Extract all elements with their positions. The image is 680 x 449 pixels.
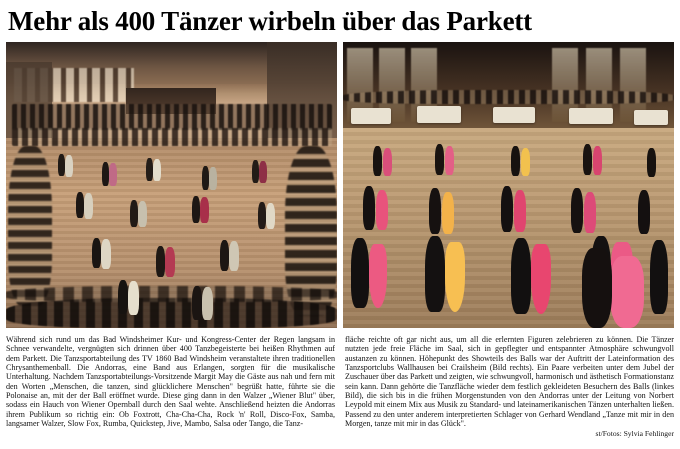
text-column-left <box>6 335 335 439</box>
photo-latin-formation <box>343 42 674 328</box>
photo-ballroom-wide <box>6 42 337 328</box>
article-body <box>6 335 674 439</box>
body-paragraph-left: Während sich rund um das Bad Windsheimer Kur- und Kongress-Center der Regen langsam in Schnee verwandelte, vergnügten sich drinnen über 400 Tanzbegeisterte bei heißen Rhythmen auf dem Parkett. Die Tanzsportabteilung des TV 1860 Bad Windsheim veranstaltete ihren traditionellen Chrysanthemenball. Die Andorras, eine Band aus Erlangen, sorgten für die musikalische Unterhaltung. Nachdem Tanzsportabteilungs-Vorsitzende Margit May die Gäste aus nah und fern mit den Worten „Menschen, die tanzen, sind glücklichere Menschen" begrüßt hatte, führte sie die Polonaise an, mit der der Ball eröffnet wurde. Diese ging dann in den Walzer „Wiener Blut" über, sodass ein Hauch von Wiener Opernball durch den Saal wehte. Anschließend heizten die Andorras ihrem Publikum so richtig ein: Ob Foxtrott, Cha-Cha-Cha, Rock 'n' Roll, Disco-Fox, Samba, langsamer Walzer, Slow Fox, Rumba, Quickstep, Jive, Mambo, Salsa oder Tango, die Tanz- <box>6 335 335 429</box>
latin-dancers <box>343 42 674 328</box>
photo-row <box>6 42 674 328</box>
photo-credit: st/Fotos: Sylvia Fehlinger <box>595 429 674 439</box>
dancing-couples <box>6 42 337 328</box>
latin-scene <box>343 42 674 328</box>
page-title: Mehr als 400 Tänzer wirbeln über das Parkett <box>8 6 532 36</box>
body-paragraph-right: fläche reichte oft gar nicht aus, um all die erlernten Figuren zelebrieren zu können. Die Tänzer nutzten jede freie Fläche im Saal, sich in gepflegter und entspannter Atmosphäre schwungvoll austanzen zu können. Höhepunkt des Showteils des Balls war der Auftritt der Lateinformation des Tanzsportclubs Wallhausen bei Crailsheim (Bild rechts). Ein Paare verbeiten unter dem Jubel der Zuschauer über das Parkett und zeigten, wie schwungvoll, harmonisch und ästhetisch Formationstanz sein kann. Dann gehörte die Tanzfläche wieder dem festlich gekleideten Besuchern des Balls (linkes Bild), die sich bis in die frühen Morgenstunden von den Andorras unter der Leitung von Norbert Leypold mit einem Mix aus Musik zu Standard- und lateinamerikanischen Tänzen unterhalten ließen. Passend zu den unter anderem interpretierten Schlager von Gerhard Wendland „Tanze mit mir in den Morgen, tanze mit mir in das Glück". <box>345 335 674 429</box>
text-column-right <box>345 335 674 439</box>
ballroom-scene <box>6 42 337 328</box>
